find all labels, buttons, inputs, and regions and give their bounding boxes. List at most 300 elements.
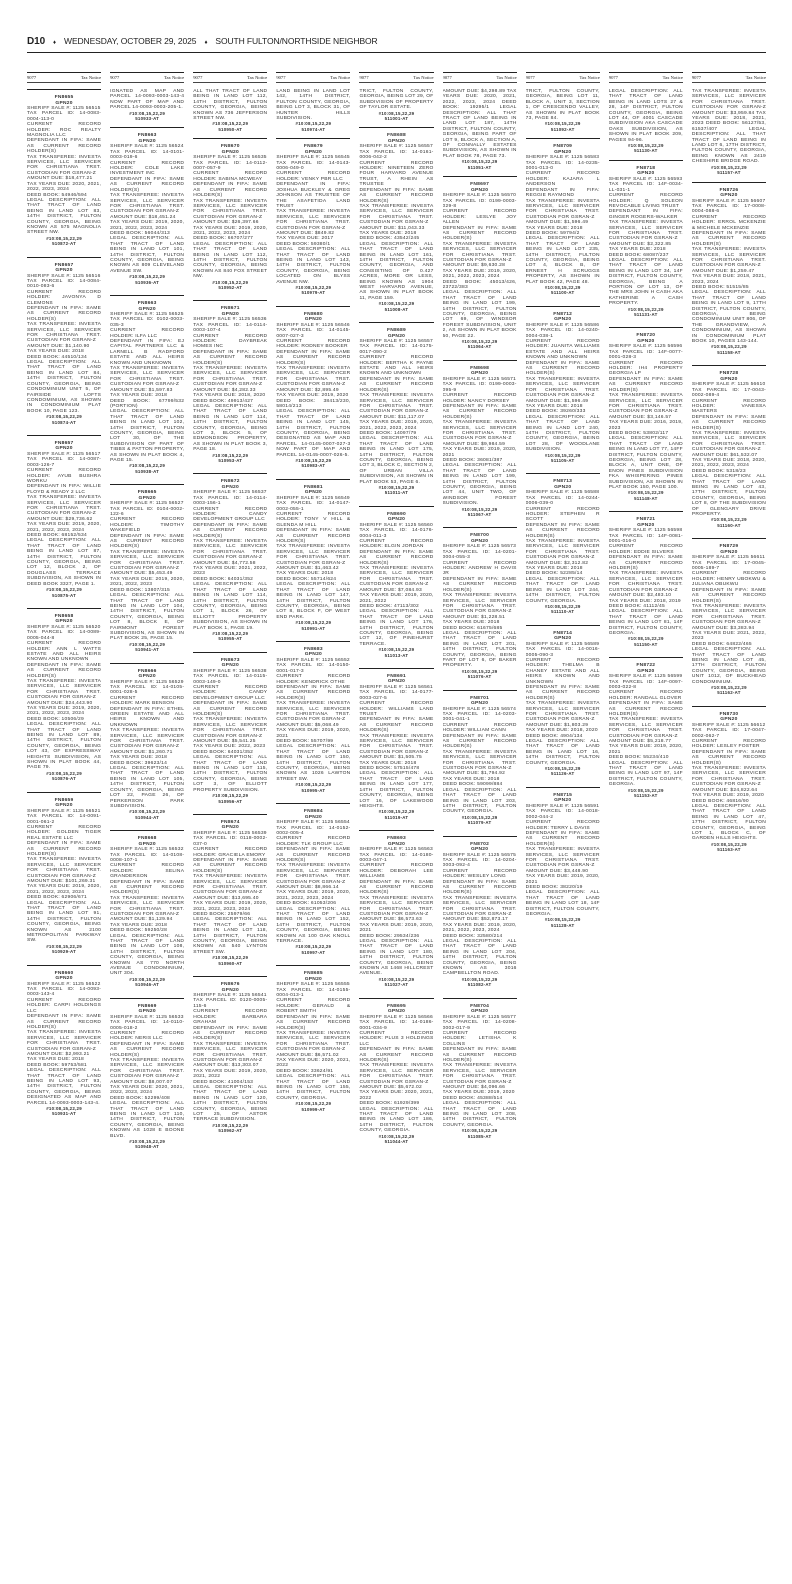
gpn-code: GPN20	[637, 522, 655, 528]
run-dates: #10:08,15,22,29	[461, 1128, 498, 1134]
tax-transferee: TAX TRANSFEREE: INVESTA SERVICES, LLC SERVICER FOR CHRISTIANA TRST. CUSTODIAN FOR GSRAN-Z	[27, 322, 102, 344]
notice-id: FN8713	[553, 479, 573, 485]
ad-code: 511013-AT	[384, 652, 409, 658]
gpn-code: GPN20	[221, 987, 239, 993]
ad-code: 511008-AT	[384, 306, 409, 312]
deed-book: DEED BOOK: 33624/91	[276, 1068, 334, 1074]
ad-code: 511067-AT	[467, 512, 492, 518]
legal-notices-columns	[27, 72, 766, 1580]
gpn-code: GPN20	[554, 484, 572, 490]
legal-description: LEGAL DESCRIPTION: ALL THAT TRACT OF LAND BEING IN LAND LOT 114, 14TH DISTRICT, FULTON COUNTY, GEORGIA, BEING LOT 3, BLOCK 5, OF EDMONDSON PROPERTY, AS SHOWN IN PLAT BOOK 3, PAGE 18.	[193, 403, 268, 453]
gpn-code: GPN20	[720, 549, 738, 555]
tax-sale-notice	[276, 479, 350, 635]
amount-due: AMOUNT DUE: $3,383.94	[691, 625, 755, 631]
notice-id: FN8673	[220, 657, 240, 663]
tax-transferee: TAX TRANSFEREE: INVESTA SERVICES, LLC SERVICER FOR CHRISTIANA TRST. CUSTODIAN FOR GSRAN-Z	[691, 766, 766, 788]
tax-years-due: TAX YEARS DUE: 2018	[359, 230, 417, 236]
sheriff-sale-number: SHERIFF SALE #: 1125 56561	[359, 684, 433, 690]
defendant: DEFENDANT IN FIFA: JOSHUA BUCKLEY & GREG JOHNSON AS TRUSTEE OF THE ASAFETIDA LAND TRUST	[276, 182, 351, 209]
record-holder: CURRENT RECORD HOLDER: WILLIAMS LAND TRUST	[359, 701, 434, 717]
record-holder: CURRENT RECORD HOLDER: DEBORAH LEE WILLIAMS	[359, 863, 434, 880]
sheriff-sale-number: SHERIFF SALE #: 1125 56535	[193, 155, 267, 161]
ad-code: 511064-AT	[467, 344, 492, 350]
ad-code: 510946-AT	[135, 982, 160, 988]
sheriff-sale-number: SHERIFF SALE #: 1125 56557	[359, 339, 433, 345]
deed-book: DEED BOOK: 59250/28	[110, 928, 168, 934]
diamond-separator-icon: ♦	[204, 40, 208, 46]
defendant: DEFENDANT IN FIFA: SAME AS CURRENT RECORD HOLDER(S)	[525, 830, 600, 847]
legal-description: LEGAL DESCRIPTION: ALL THAT TRACT OF LAND BEING IN LAND LOT 161, 14TH DISTRICT, FULTON COUNTY, GEORGIA, AND CONSISTING OF 0.427 ACRES, MORE OR LESS, BEING KNOWN AS 1904 WEST HARVARD AVENUE, AS SHOWN IN PLAT BOOK 11, PAGE 159.	[359, 241, 434, 301]
tax-transferee: TAX TRANSFEREE: INVESTA SERVICES, LLC SERVICER FOR CHRISTIANA TRST. CUSTODIAN FOR GSRAN-Z	[110, 366, 185, 388]
amount-due: AMOUNT DUE: $11,117.07	[359, 414, 425, 420]
ad-code: 510941-AT	[135, 647, 160, 653]
record-holder: CURRENT RECORD HOLDER: VANESSA MASTERS	[691, 398, 766, 415]
gpn-code: GPN20	[138, 138, 156, 144]
tax-parcel-id: TAX PARCEL ID: 14-0143-0006-049-0	[276, 160, 351, 172]
run-dates: #10:08,15,22,29	[378, 809, 415, 815]
tax-sale-notice	[609, 160, 683, 322]
amount-due: AMOUNT DUE: $11,043.33	[359, 225, 425, 231]
ad-code: 510999-AT	[301, 1106, 326, 1112]
ad-code: 510956-AT	[218, 798, 243, 804]
defendant: DEFENDANT IN FIFA: SAME AS CURRENT RECORD HOLDER(S)	[359, 879, 434, 896]
gpn-code: GPN20	[637, 171, 655, 177]
tax-sale-notice	[193, 300, 267, 467]
run-dates: #10:08,15,22,29	[129, 463, 166, 469]
ad-code: 510991-AT	[301, 625, 326, 631]
record-holder: CURRENT RECORD HOLDER: WESLEY LONG	[442, 868, 517, 880]
tax-parcel-id: TAX PARCEL ID: 14-0175-0017-090-2	[359, 344, 434, 355]
legal-description: LEGAL DESCRIPTION: ALL THAT TRACT OF LAND BEING IN LAND LOT 110, 14TH DISTRICT, FULTON COUNTY, GEORGIA, BEING KNOWN AS 1028 E BOONE BLVD.	[110, 1101, 185, 1139]
tax-transferee: TAX TRANSFEREE: INVESTA SERVICES, LLC SERVICER FOR CHRISTIANA TRST. CUSTODIAN FOR GSRAN-Z	[442, 593, 517, 615]
run-dates: #10:08,15,22,29	[378, 110, 415, 116]
tax-years-due: TAX YEARS DUE: 2019, 2020, 2021	[608, 744, 683, 755]
amount-due: AMOUNT DUE: $13,303.07	[193, 1063, 259, 1069]
amount-due: AMOUNT DUE: $1,803.29	[525, 722, 589, 728]
legal-description: LEGAL DESCRIPTION: ALL THAT TRACT OF LAND BEING IN LAND LOT 120, 14TH DISTRICT, FULTON COUNTY, GEORGIA, BEING LOT 25, OF ASTOR TERRACE SUBDIVISION.	[193, 1084, 268, 1123]
ad-code: 511082-AT	[467, 982, 492, 988]
deed-book: DEED BOOK: 61053/206	[276, 901, 337, 907]
tax-sale-notice	[110, 484, 184, 656]
notice-column	[526, 72, 600, 1580]
run-dates: #10:08,15,22,29	[627, 787, 664, 793]
defendant: DEFENDANT IN FIFA: SAME AS CURRENT RECORD HOLDER(S)	[110, 533, 185, 550]
deed-book: DEED BOOK: 61929/399	[359, 1101, 420, 1107]
tax-transferee: TAX TRANSFEREE: INVESTA SERVICES, LLC SERVICER FOR CHRISTIANA TRST. CUSTODIAN FOR GSRAN-Z	[110, 549, 185, 572]
run-dates: #10:08,15,22,29	[461, 339, 498, 345]
tax-years-due: TAX YEARS DUE: 2018	[27, 1057, 85, 1063]
ad-code: 511079-AT	[467, 820, 492, 826]
tax-parcel-id: TAX PARCEL ID: 14-0145-0007-027-3	[276, 328, 351, 339]
ad-code: 510979-AT	[301, 290, 326, 296]
amount-due: AMOUNT DUE: $1,228.51	[442, 614, 506, 620]
legal-description: LEGAL DESCRIPTION: ALL THAT TRACT OF LAND BEING IN LAND LOT 16, 14TH DISTRICT, FULTON COUNTY, GEORGIA.	[525, 739, 600, 766]
sheriff-sale-number: SHERIFF SALE #: 1125 56610	[691, 382, 766, 388]
amount-due: AMOUNT DUE: $26,397.66	[193, 220, 259, 226]
ad-code: 511110-AT	[551, 609, 575, 615]
tax-transferee: TAX TRANSFEREE: INVESTA SERVICES, LLC SERVICER FOR CHRISTIANA TRST. CUSTODIAN FOR GSRAN-Z	[525, 376, 600, 399]
tax-sale-notice	[443, 176, 517, 354]
tax-sale-notice	[359, 668, 433, 824]
tax-transferee: TAX TRANSFEREE: INVESTA SERVICES, LLC SERVICER FOR CHRISTIANA TRST. CUSTODIAN FOR GSRAN-Z	[110, 193, 185, 215]
ad-code: 511148-AT	[634, 495, 658, 501]
tax-transferee: TAX TRANSFEREE: INVESTA SERVICES, LLC SERVICER FOR CHRISTIANA TRST. CUSTODIAN FOR GSRAN-Z	[359, 733, 434, 755]
run-dates: #10:08,15,22,29	[627, 636, 664, 642]
ad-code: 510876-AT	[52, 776, 76, 782]
legal-description: LEGAL DESCRIPTION: ALL THAT TRACT OF LAND BEING IN LAND LOT 199, 14TH DISTRICT, FULTON COUNTY, GEORGIA, BEING LOT 44, UNIT TWO, OF WINDSOR FOREST SUBDIVISION.	[442, 463, 517, 507]
notice-id: FN8660	[54, 970, 74, 976]
tax-sale-notice	[193, 473, 267, 645]
gpn-code: GPN20	[221, 825, 239, 831]
ad-code: 510974-AT	[301, 126, 326, 132]
run-dates: #10:08,15,22,29	[461, 159, 498, 165]
record-holder: CURRENT RECORD HOLDER: JUANITA WILLIAMS ESTATE AND ALL HEIRS KNOWN AND UNKNOWN	[525, 339, 600, 361]
tax-years-due: TAX YEARS DUE: 2019, 2020, 2021, 2022, 2023, 2024	[359, 420, 434, 431]
notice-continuation	[110, 89, 184, 121]
defendant: DEFENDANT IN FIFA: SAME AS CURRENT RECORD HOLDER(S)	[691, 587, 766, 604]
tax-sale-notice	[110, 127, 184, 289]
ad-code: 511044-AT	[384, 1139, 409, 1145]
amount-due: AMOUNT DUE: $2,322.85	[608, 241, 672, 247]
notice-continuation	[526, 89, 600, 132]
legal-description: LEGAL DESCRIPTION: ALL THAT TRACT OF LAND BEING IN LAND LOT 34, 14F DISTRICT, FULTON COUNTY, GEORGIA, BEING A PORTION OF LOT 13, OF THE MRS JOHN H CASH AKA KATHERINE A CASH PROPERTY.	[608, 257, 683, 307]
legal-description: LEGAL DESCRIPTION: ALL THAT TRACT OF LAND BEING IN LAND LOT 43, 17TH DISTRICT, FULTON COUNTY, GEORGIA, BEING LOT 8, OF THE SUBDIVISION OF GLENGARY DRIVE PROPERTY.	[691, 474, 766, 518]
gpn-code: GPN20	[470, 701, 489, 707]
notice-column	[359, 72, 433, 1580]
deed-book: DEED BOOK: 64031/352	[193, 576, 254, 582]
amount-due: AMOUNT DUE: $13,695.40	[193, 895, 259, 901]
tax-transferee: TAX TRANSFEREE: INVESTA SERVICES, LLC SERVICER FOR CHRISTIANA TRST. CUSTODIAN FOR GSRAN-Z	[691, 603, 766, 626]
tax-parcel-id: TAX PARCEL ID: 14-0204-0003-092-4	[442, 857, 517, 869]
sheriff-sale-number: SHERIFF SALE #: 1125 56575	[442, 852, 517, 858]
gpn-code: GPN20	[304, 814, 323, 820]
tax-parcel-id: TAX PARCEL ID: 14F-0034-LL-031-1	[608, 182, 683, 193]
record-holder: CURRENT RECORD HOLDER: SELINA GRANDERSON	[110, 863, 185, 880]
gpn-code: GPN20	[138, 674, 156, 680]
record-holder: CURRENT RECORD HOLDER: ANN L WATTS ESTATE AND ALL HEIRS KNOWN AND UNKNOWN	[27, 641, 102, 663]
ad-code: 510997-AT	[301, 949, 326, 955]
gpn-code: GPN20	[387, 333, 406, 339]
tax-transferee: TAX TRANSFEREE: INVESTA SERVICES, LLC SERVICER FOR CHRISTIANA TRST. CUSTODIAN FOR GSRAN-Z	[525, 539, 600, 561]
tax-parcel-id: TAX PARCEL ID: 14-0093-0003-143-4	[27, 987, 102, 998]
column-header	[359, 72, 433, 83]
run-dates: #10:08,15,22,29	[544, 121, 581, 127]
tax-transferee: TAX TRANSFEREE: INVESTA SERVICES, LLC SERVICER FOR CHRISTIANA TRST. CUSTODIAN FOR GSRAN-Z	[608, 220, 683, 242]
gpn-code: GPN20	[387, 138, 406, 144]
defendant: DEFENDANT IN FIFA: SAME AS CURRENT RECORD HOLDER(S)	[691, 749, 766, 766]
issue-date: WEDNESDAY, OCTOBER 29, 2025	[64, 36, 197, 46]
category-label: Tax Notice	[330, 75, 351, 80]
amount-due: AMOUNT DUE: $4,096.66	[442, 1084, 506, 1090]
defendant: DEFENDANT IN FIFA: SAME AS CURRENT RECORD HOLDER(S)	[442, 225, 517, 242]
ad-code: 511128-AT	[551, 922, 575, 928]
ad-code: 510874-AT	[52, 419, 76, 425]
deed-book: DEED BOOK: 49913/427	[193, 398, 254, 404]
tax-parcel-id: TAX PARCEL ID: 14-0084-0010-083-6	[27, 278, 102, 290]
tax-transferee: TAX TRANSFEREE: INVESTA SERVICES, LLC SERVICER FOR CHRISTIANA TRST. CUSTODIAN FOR GSRAN-Z	[442, 895, 517, 917]
run-dates: #10:08,15,22,29	[378, 647, 415, 653]
gpn-code: GPN20	[55, 803, 73, 809]
masthead	[27, 36, 766, 53]
amount-due: AMOUNT DUE: $2,895.49	[276, 387, 339, 393]
tax-sale-notice	[526, 625, 600, 781]
column-header	[692, 72, 766, 83]
run-dates: #10:08,15,22,29	[711, 344, 747, 350]
tax-parcel-id: TAX PARCEL ID: 17-0047-0002-062-7	[691, 728, 766, 739]
tax-parcel-id: TAX PARCEL ID: 14-0208-0002-017-9	[442, 1020, 517, 1031]
record-holder: CURRENT RECORD HOLDER: STEPHEN R SCOTT	[525, 506, 600, 523]
defendant: DEFENDANT IN FIFA: SAME AS CURRENT RECORD HOLDER(S)	[525, 360, 600, 377]
deed-book: DEED BOOK: 32580/214	[442, 933, 503, 939]
run-dates: #10:08,15,22,29	[711, 517, 747, 523]
record-holder: CURRENT RECORD HOLDER: IH4 PROPERTY GEORGIA LP	[608, 360, 683, 377]
tax-years-due: TAX YEARS DUE: 2019, 2020, 2021, 2022, 2023, 2024	[27, 706, 102, 717]
tax-parcel-id: TAX PARCEL ID: 14-0083-0004-113-0	[27, 111, 102, 122]
notice-id: FN8728	[719, 371, 739, 377]
record-holder: CURRENT RECORD HOLDER: HENRY UBOKWU & JULIANA OBUKWU	[691, 571, 766, 588]
tax-years-due: TAX YEARS DUE: 2019, 2020	[691, 793, 765, 799]
notice-id: FN8722	[636, 663, 656, 669]
legal-description: LEGAL DESCRIPTION: ALL THAT TRACT OF LAND BEING IN LAND LOT 240, 14TH DISTRICT, FULTON COUNTY, GEORGIA, BEING LOT 28, OF WOODLANE SUBDIVISION.	[525, 414, 600, 453]
tax-years-due: TAX YEARS DUE: 2019, 2020	[276, 393, 349, 399]
tax-years-due: TAX YEARS DUE: 2020, 2021, 2022, 2023, 2024	[110, 1084, 185, 1096]
sheriff-sale-number: SHERIFF SALE #: 1125 56612	[691, 722, 766, 728]
notice-id: FN8701	[470, 695, 490, 701]
ad-code: 511150-AT	[634, 641, 658, 647]
tax-years-due: TAX YEARS DUE: 2019, 2020, 2021, 2022, 2023, 2024	[442, 268, 517, 280]
record-holder: CURRENT RECORD HOLDER: RODNEY BOOKER	[276, 339, 351, 350]
tax-transferee: TAX TRANSFEREE: INVESTA SERVICES, LLC SERVICER FOR CHRISTIANA TRST. CUSTODIAN FOR GSRAN-Z	[608, 571, 683, 593]
sheriff-sale-number: SHERIFF SALE #: 1125 56557	[359, 144, 433, 150]
gpn-code: GPN20	[720, 376, 738, 382]
tax-parcel-id: TAX PARCEL ID: 14F-0081-0001-016-0	[608, 533, 683, 545]
tax-years-due: TAX YEARS DUE: 2018	[442, 776, 500, 782]
amount-due: AMOUNT DUE: $1,596.49	[525, 220, 589, 226]
amount-due: AMOUNT DUE: $1,463.42	[276, 566, 339, 572]
tax-transferee: TAX TRANSFEREE: INVESTA SERVICES, LLC SERVICER FOR CHRISTIANA TRST. CUSTODIAN FOR GSRAN-Z	[359, 393, 434, 415]
record-holder: CURRENT RECORD HOLDER: GERALD & ROBERT SMITH	[276, 998, 351, 1015]
tax-years-due: TAX YEARS DUE: 2019, 2020, 2021, 2022, 2023, 2024	[193, 901, 268, 912]
tax-years-due: TAX YEARS DUE: 2019, 2020, 2021	[442, 447, 517, 458]
run-dates: #10:08,15,22,29	[378, 301, 415, 307]
tax-parcel-id: TAX PARCEL ID: 14-0110-0005-018-2	[110, 1020, 185, 1031]
sheriff-sale-number: SHERIFF SALE #: 1125 56583	[525, 155, 600, 161]
run-dates: #10:08,15,22,29	[46, 943, 82, 949]
tax-sale-notice	[443, 690, 517, 830]
ad-code: 510944-AT	[135, 814, 160, 820]
ad-code: 511105-AT	[551, 457, 575, 463]
gpn-code: GPN20	[387, 841, 406, 847]
record-holder: CURRENT RECORD HOLDER: TIMOTHY WAKEFIELD	[110, 517, 185, 534]
legal-description: LEGAL DESCRIPTION: ALL THAT TRACT OF LAND BEING IN LAND LOT 235, 14TH DISTRICT, FULTON COUNTY, GEORGIA, BEING LOT 4, BLOCK B, OF ERNEST H SCRUGGS PROPERTY, AS SHOWN IN PLAT BOOK 42, PAGE 48.	[525, 236, 600, 285]
gpn-code: GPN20	[387, 679, 406, 685]
tax-transferee: TAX TRANSFEREE: INVESTA SERVICES, LLC SERVICER FOR CHRISTIANA TRST. CUSTODIAN FOR GSRAN-Z	[359, 566, 434, 588]
notice-id: FN8729	[719, 544, 739, 550]
tax-sale-notice	[443, 527, 517, 683]
ad-code: 511019-AT	[384, 814, 409, 820]
legal-description: LEGAL DESCRIPTION: ALL THAT TRACT OF LAND BEING IN LAND LOT 77, 14FF DISTRICT, FULTON COUNTY, GEORGIA, BEING LOT 28, BLOCK A, UNIT ONE, OF ENON PINES SUBDIVISION FKA WHISPERING PINES SUBDIVISION, AS SHOWN IN PLAT BOOK 150, PAGE 100.	[608, 436, 683, 490]
sheriff-sale-number: SHERIFF SALE #: 1125 56552	[276, 657, 350, 663]
defendant: DEFENDANT IN FIFA: SAME AS CURRENT RECORD HOLDER(S)	[525, 522, 600, 539]
run-dates: #10:08,15,22,29	[295, 1101, 332, 1107]
tax-transferee: TAX TRANSFEREE: INVESTA SERVICES, LLC SERVICER FOR CHRISTIANA TRST. CUSTODIAN FOR GSRAN-Z	[276, 1030, 351, 1053]
tax-years-due: TAX YEARS DUE: 2017	[276, 236, 334, 242]
gpn-code: GPN20	[221, 149, 239, 155]
legal-description: LEGAL DESCRIPTION: ALL THAT TRACT OF LAND BEING IN LAND LOT 244, 14TH DISTRICT, FULTON COUNTY, GEORGIA.	[525, 576, 600, 604]
amount-due: AMOUNT DUE: $7,084.93	[359, 587, 422, 593]
sheriff-sale-number: SHERIFF SALE #: 1125 56538	[193, 668, 267, 674]
ad-code: 511027-AT	[384, 982, 409, 988]
sheriff-sale-number: SHERIFF SALE #: 1125 56570	[442, 193, 517, 199]
record-holder: CURRENT RECORD HOLDER: ELGIN JORDAN	[359, 539, 434, 550]
gpn-code: GPN20	[221, 663, 239, 669]
sheriff-sale-number: SHERIFF SALE #: 1125 56596	[608, 344, 683, 350]
tax-sale-notice	[526, 138, 600, 300]
gpn-code: GPN20	[55, 100, 73, 106]
legal-description: LEGAL DESCRIPTION: ALL THAT TRACT OF LAND BEING IN LAND LOT 180, 14TH DISTRICT, FULTON COUNTY, GEORGIA, BEING KNOWN AS 1468 HILLCREST AVENUE.	[359, 939, 434, 977]
legal-description: LEGAL DESCRIPTION: ALL THAT TRACT OF LAND BEING IN LAND LOT 199, 14TH DISTRICT, FULTON COUNTY, GEORGIA, BEING LOT 69, OF WINDSOR FOREST SUBDIVISION, UNIT 2, AS SHOWN IN PLAT BOOK 50, PAGE 22.	[442, 290, 517, 339]
gpn-code: GPN20	[304, 490, 323, 496]
tax-parcel-id: TAX PARCEL ID: 14-0235-0001-013-0	[525, 160, 600, 172]
defendant: DEFENDANT IN FIFA: SAME AS CURRENT RECORD HOLDER(S)	[691, 230, 766, 247]
record-holder: CURRENT RECORD HOLDER: ANDREW H DAVIS JR	[442, 560, 517, 577]
legal-description: LEGAL DESCRIPTION: ALL THAT TRACT OF LAND BEING IN LAND LOT 114, 14TH DISTRICT, FULTON COUNTY, GEORGIA, BEING LOT 1, BLOCK 26, OF ELLIOTT PROPERTY SUBDIVISION, AS SHOWN IN PLAT BOOK 1, PAGE 19.	[193, 582, 268, 631]
tax-sale-notice	[359, 830, 433, 992]
amount-due: AMOUNT DUE: $5,672.02	[359, 1084, 422, 1090]
legal-description: LEGAL DESCRIPTION: ALL THAT TRACT OF LAND BEING IN LAND LOT 104, 14TH DISTRICT, FULTON COUNTY, GEORGIA, BEING LOT 8, BLOCK E, OF FAIRMONT FOREST SUBDIVISION, AS SHOWN IN PLAT BOOK 25, PAGE 15.	[110, 593, 185, 642]
legal-description: LEGAL DESCRIPTION: ALL THAT TRACT OF LAND BEING IN LAND LOT 108, 14TH DISTRICT, FULTON COUNTY, GEORGIA, BEING KNOWN AS 770 NORTH AVENUE CONDOMINIUM, UNIT 304.	[110, 933, 185, 977]
run-dates: #10:08,15,22,29	[212, 279, 249, 285]
tax-years-due: TAX YEARS DUE: 2022, 2023	[193, 744, 266, 750]
sheriff-sale-number: SHERIFF SALE #: 1125 56599	[608, 674, 683, 680]
tax-sale-notice	[110, 663, 184, 825]
deed-book: DEED BOOK: 39623/14	[110, 760, 168, 766]
sheriff-sale-number: SHERIFF SALE #: 1125 56515	[27, 106, 101, 111]
tax-transferee: TAX TRANSFEREE: INVESTA SERVICES, LLC SERVICER FOR CHRISTIANA TRST. CUSTODIAN FOR GSRAN-Z	[359, 203, 434, 226]
record-holder: CURRENT RECORD HOLDER: GOLDEN TIGER REAL ESTATE LLC	[27, 824, 102, 841]
deed-book: DEED BOOK: 29534/236	[359, 933, 420, 939]
deed-book: DEED BOOK: 43542/245	[359, 236, 420, 242]
deed-book: DEED BOOK: 41112/45	[608, 603, 665, 609]
defendant: DEFENDANT IN FIFA: ETHEL GREEN ESTATE AND ALL HEIRS KNOWN AND UNKNOWN	[110, 706, 185, 728]
notice-column	[276, 72, 350, 1580]
tax-years-due: TAX YEARS DUE: 2019, 2020, 2021, 2022	[359, 593, 434, 604]
tax-sale-notice	[276, 641, 350, 797]
amount-due: AMOUNT DUE: $8,007.07	[110, 1079, 173, 1085]
ad-code: 511130-AT	[634, 148, 658, 154]
defendant: DEFENDANT IN FIFA: SAME AS CURRENT RECORD HOLDER(S)	[276, 1014, 351, 1031]
legal-description: LEGAL DESCRIPTION: ALL THAT TRACT OF LAND BEING IN LAND LOT 47, 17TH DISTRICT, FULTON COUNTY, GEORGIA, BEING LOT 1, BLOCK C, OF GARDEN HILLS HEIGHTS.	[691, 803, 766, 842]
tax-parcel-id: TAX PARCEL ID: 14-0177-0003-027-5	[359, 690, 434, 701]
sheriff-sale-number: SHERIFF SALE #: 1125 56517	[27, 451, 101, 457]
notice-id: FN8689	[387, 328, 406, 334]
notice-id: FN8670	[220, 144, 240, 150]
notice-id: FN8655	[54, 95, 74, 100]
tax-transferee: TAX TRANSFEREE: INVESTA SERVICES, LLC SERVICER FOR CHRISTIANA TRST. CUSTODIAN FOR GSRAN-Z	[193, 539, 268, 561]
defendant: DEFENDANT IN FIFA: SAME AS CURRENT RECORD HOLDER(S)	[110, 176, 185, 193]
tax-transferee: TAX TRANSFEREE: INVESTA SERVICES, LLC SERVICER FOR CHRISTIANA TRST. CUSTODIAN FOR GSRAN-Z	[442, 1063, 517, 1085]
ad-code: 510933-AT	[135, 116, 160, 122]
amount-due: AMOUNT DUE: $849.82	[276, 230, 335, 236]
tax-years-due: TAX YEARS DUE: 2018, 2019	[608, 598, 681, 604]
gpn-code: GPN20	[55, 619, 73, 625]
notice-column	[609, 72, 683, 1580]
tax-sale-notice	[27, 792, 101, 959]
tax-parcel-id: TAX PARCEL ID: 14-0018-0002-044-2	[525, 809, 600, 820]
tax-years-due: TAX YEARS DUE: 2019, 2020, 2021	[276, 728, 351, 739]
gpn-code: GPN20	[304, 149, 323, 155]
record-holder: CURRENT RECORD HOLDER: EDDIE SILVERS	[608, 544, 683, 555]
notice-column	[110, 72, 184, 1580]
sheriff-sale-number: SHERIFF SALE #: 1125 56522	[27, 981, 101, 987]
notice-id: FN8695	[387, 1003, 406, 1009]
column-header	[526, 72, 600, 83]
ad-code: 511092-AT	[550, 126, 575, 132]
legal-description: LEGAL DESCRIPTION: ALL THAT TRACT OF LAND BEING IN LAND LOT 177, 14TH DISTRICT, FULTON COUNTY, GEORGIA, BEING LOT 16, OF LAKEWOOD HEIGHTS.	[359, 771, 434, 809]
legal-description: LEGAL DESCRIPTION: ALL THAT TRACT OF LAND BEING IN LAND LOT 18, 14F DISTRICT, FULTON COUNTY, GEORGIA.	[525, 890, 600, 917]
tax-transferee: TAX TRANSFEREE: INVESTA SERVICES, LLC SERVICER FOR CHRISTIANA TRST. CUSTODIAN FOR GSRAN-Z	[27, 1030, 102, 1052]
tax-parcel-id: TAX PARCEL ID: 0199-0003-095-9	[442, 382, 517, 393]
legal-description: LEGAL DESCRIPTION: ALL THAT TRACT OF LAND BEING IN LAND LOT 152, 14TH DISTRICT, FULTON COUNTY, GEORGIA, BEING KNOWN AS 100 OAK KNOLL TERRACE.	[276, 906, 351, 945]
notice-id: FN8663	[137, 133, 157, 139]
tax-transferee: TAX TRANSFEREE: INVESTA SERVICES, LLC SERVICER FOR CHRISTIANA TRST. CUSTODIAN FOR GSRAN-Z	[442, 420, 517, 442]
tax-parcel-id: TAX PARCEL ID: 0104-0002-122-6	[110, 506, 185, 517]
defendant: DEFENDANT IN FIFA: SAME AS CURRENT RECORD HOLDER(S)	[442, 879, 517, 896]
tax-sale-notice	[276, 965, 350, 1116]
run-dates: #10:08,15,22,29	[544, 285, 581, 290]
class-code: 9077	[608, 75, 618, 80]
run-dates: #10:08,15,22,29	[378, 485, 415, 490]
amount-due: AMOUNT DUE: $1,259.47	[691, 268, 755, 274]
legal-description: LEGAL DESCRIPTION: ALL THAT TRACT OF LAND BEING IN LAND LOT 208, 14TH DISTRICT, FULTON COUNTY, GEORGIA.	[442, 1101, 517, 1128]
tax-parcel-id: TAX PARCEL ID: 14-0203-0001-041-1	[442, 712, 517, 723]
class-code: 9077	[27, 75, 37, 80]
ad-code: 511001-AT	[384, 116, 409, 122]
run-dates: #10:08,15,22,29	[212, 452, 249, 458]
record-holder: CURRENT RECORD HOLDER: KENDRICK OTHE	[276, 674, 351, 685]
notice-column	[193, 72, 267, 1580]
gpn-code: GPN20	[720, 717, 738, 723]
run-dates: #10:08,15,22,29	[461, 976, 498, 982]
tax-transferee: TAX TRANSFEREE: INVESTA SERVICES, LLC SERVICER FOR CHRISTIANA TRST. CUSTODIAN FOR GSRAN-Z	[608, 717, 683, 739]
run-dates: #10:08,15,22,29	[544, 603, 581, 609]
record-holder: CURRENT RECORD HOLDER: LESLYE JOY ALLEN	[442, 209, 517, 226]
notice-id: FN8720	[636, 333, 656, 339]
legal-description: LEGAL DESCRIPTION: ALL THAT TRACT OF LAND BEING IN LAND LOT 102, 14TH DISTRICT, FULTON COUNTY, GEORGIA, BEING LOT 30, OF THE SUBDIVISION OF PART OF TIBBS & PATTON PROPERTY, AS SHOWN IN PLAT BOOK 4, PAGE 15.	[110, 409, 185, 463]
tax-years-due: TAX YEARS DUE: 2018, 2020	[525, 728, 598, 734]
sheriff-sale-number: SHERIFF SALE #: 1125 56541	[193, 993, 267, 999]
tax-years-due: TAX YEARS DUE: 2020, 2021, 2022	[359, 1090, 434, 1101]
notice-id: FN8671	[220, 306, 240, 312]
tax-parcel-id: TAX PARCEL ID: 14-0240-0004-038-1	[525, 328, 600, 339]
notice-continuation	[609, 89, 683, 154]
notice-id: FN8685	[303, 971, 323, 977]
legal-description: LEGAL DESCRIPTION: ALL THAT TRACT OF LAND BEING IN LAND LOT 101, 14TH DISTRICT, FULTON COUNTY, GEORGIA, BEING KNOWN AS 809 CLEVELAND AVENUE SW.	[110, 236, 185, 274]
tax-years-due: TAX YEARS DUE: 2019, 2020, 2021, 2022	[193, 1068, 268, 1080]
defendant: DEFENDANT IN FIFA: SAME AS CURRENT RECORD HOLDER(S)	[193, 349, 268, 366]
tax-transferee: TAX TRANSFEREE: INVESTA SERVICES, LLC SERVICER FOR CHRISTIANA TRST. CUSTODIAN FOR GSRAN-Z	[359, 895, 434, 917]
sheriff-sale-number: SHERIFF SALE #: 1125 56574	[442, 706, 517, 712]
deed-book: DEED BOOK: 44510/134	[27, 354, 87, 360]
run-dates: #10:08,15,22,29	[129, 809, 166, 815]
tax-parcel-id: TAX PARCEL ID: 14-0091-0001-061-2	[27, 814, 102, 825]
run-dates: #10:08,15,22,29	[711, 164, 747, 170]
amount-due: AMOUNT DUE: $6,573.63	[359, 917, 422, 923]
run-dates: #10:08,15,22,29	[544, 766, 581, 772]
ad-code: 510931-AT	[52, 1111, 76, 1117]
ad-code: 510952-AT	[218, 285, 243, 290]
defendant: DEFENDANT IN FIFA: SAME AS CURRENT RECORD HOLDER(S)	[193, 857, 268, 874]
